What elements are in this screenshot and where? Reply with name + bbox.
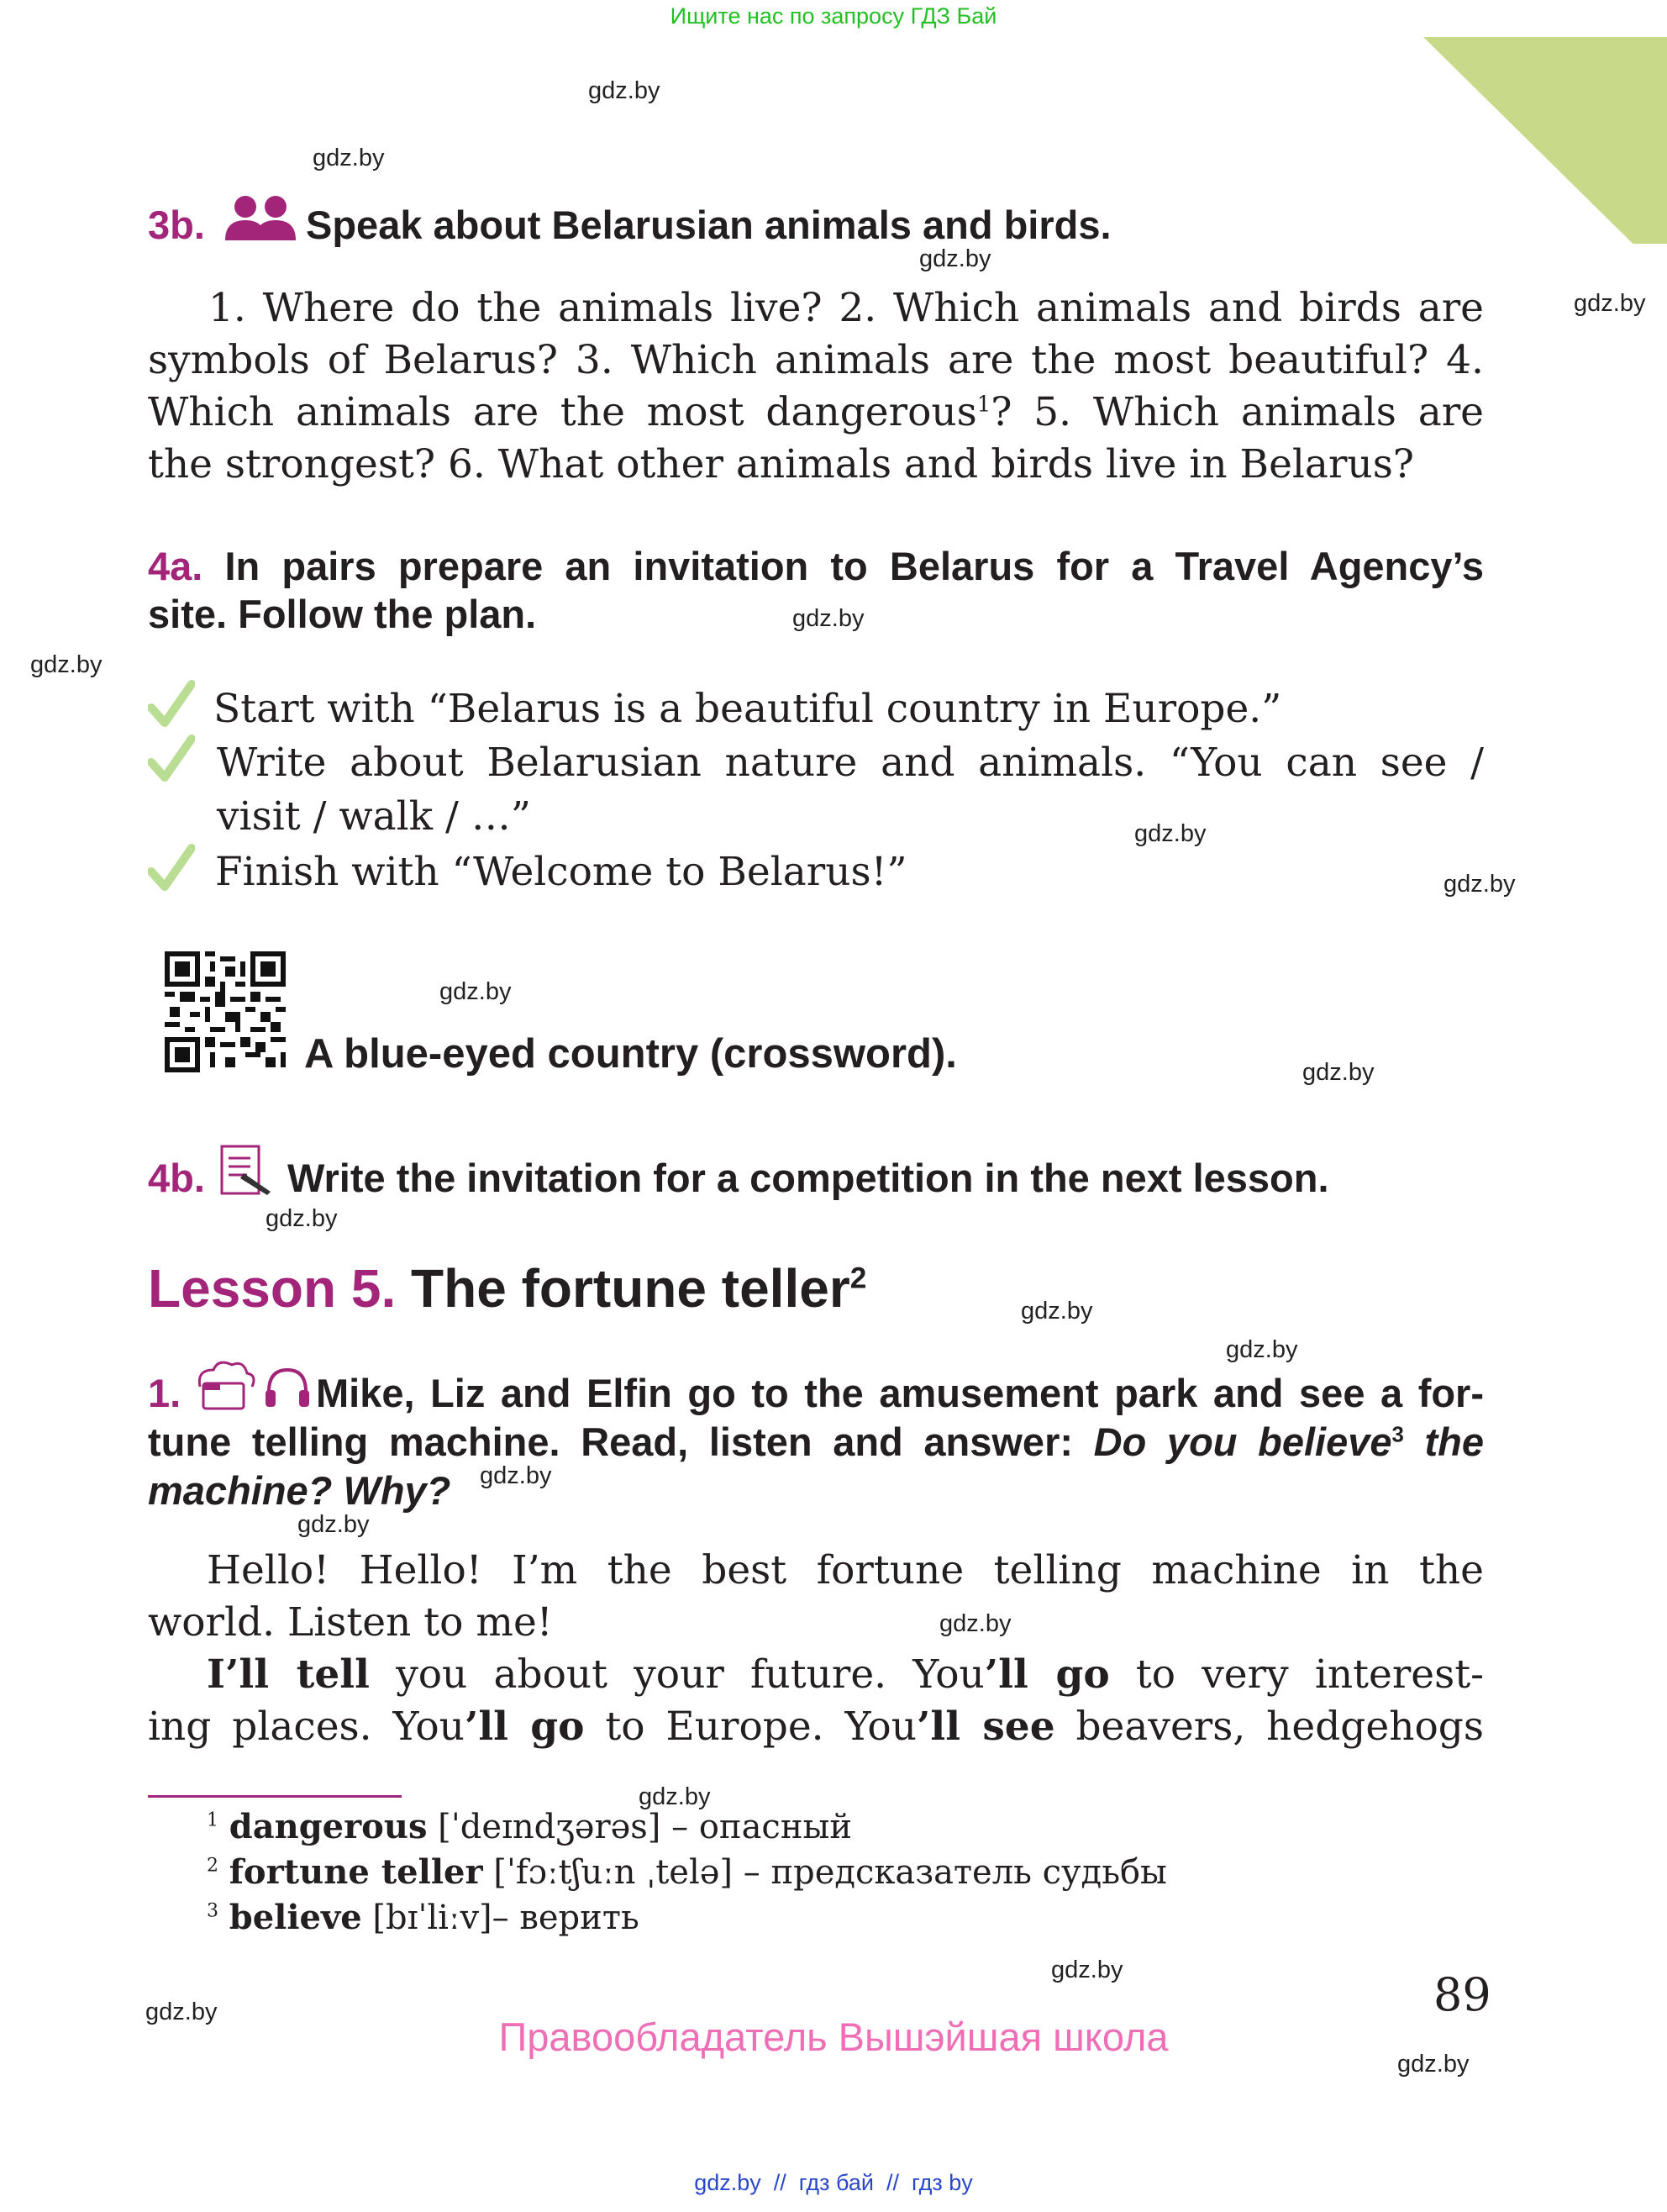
task-number: 4a.	[148, 544, 203, 588]
task-1-title-line	[148, 1419, 1484, 1465]
text-fragment: to Europe. You	[584, 1704, 917, 1750]
writing-icon	[218, 1143, 277, 1198]
qr-caption: A blue-eyed country (crossword).	[304, 1031, 957, 1077]
footnote-translation: [bɪˈliːv]– верить	[361, 1899, 639, 1937]
footnote-marker: 1	[976, 392, 991, 418]
checkmark-icon	[148, 679, 195, 729]
checkmark-icon	[148, 734, 195, 784]
watermark: gdz.by	[313, 145, 385, 171]
watermark: gdz.by	[1444, 871, 1516, 898]
bold-text: ’ll see	[916, 1704, 1055, 1750]
watermark: gdz.by	[30, 651, 103, 678]
top-search-link[interactable]: Ищите нас по запросу ГДЗ Бай	[670, 3, 997, 29]
bottom-links[interactable]: gdz.by // гдз бай // гдз by	[694, 2170, 973, 2195]
watermark: gdz.by	[266, 1205, 338, 1232]
watermark: gdz.by	[439, 978, 512, 1005]
title-italic: Do you believe	[1093, 1419, 1392, 1464]
pair-work-icon	[222, 193, 299, 244]
watermark: gdz.by	[1574, 290, 1646, 317]
footnote-word: fortune teller	[229, 1852, 483, 1892]
lesson-heading	[148, 1257, 866, 1319]
page-number: 89	[1433, 1968, 1491, 2021]
text-fragment: to very interest-	[1109, 1651, 1484, 1698]
reading-text	[148, 1545, 1484, 1753]
qr-code[interactable]	[165, 951, 286, 1072]
watermark: gdz.by	[1302, 1059, 1375, 1086]
title-text: tune telling machine. Read, listen and answer:	[148, 1419, 1094, 1464]
watermark: gdz.by	[639, 1783, 711, 1810]
task-3b-title: Speak about Belarusian animals and birds.	[306, 203, 1112, 247]
copyright-notice: Правообладатель Вышэйшая школа	[498, 2014, 1169, 2059]
text-fragment: ? 5. Which animals are	[991, 389, 1484, 435]
footnote-marker: 3	[1391, 1423, 1404, 1447]
footnote-number: 2	[207, 1855, 218, 1877]
footnote-word: dangerous	[229, 1807, 428, 1846]
text-fragment: Which animals are the most dangerous	[148, 389, 977, 435]
text-line: symbols of Belarus? 3. Which animals are the most beautiful? 4.	[148, 337, 1484, 383]
footnote	[207, 1807, 852, 1846]
text-fragment: beavers, hedgehogs	[1054, 1704, 1484, 1750]
bold-text: I’ll tell	[207, 1651, 370, 1698]
text-line: 1. Where do the animals live? 2. Which animals and birds are	[208, 285, 1484, 331]
task-1-title-line: Mike, Liz and Elfin go to the amusement park and see a for-	[316, 1371, 1484, 1415]
footnote-marker: 2	[849, 1261, 867, 1295]
task-3b-header	[148, 202, 205, 248]
lesson-title: The fortune teller	[411, 1258, 850, 1319]
text-fragment: ing places. You	[148, 1704, 465, 1750]
text-fragment: you about your future. You	[370, 1651, 985, 1698]
footnote	[207, 1852, 1167, 1892]
footnote-number: 1	[207, 1809, 218, 1831]
task-number: 1.	[148, 1371, 181, 1415]
watermark: gdz.by	[939, 1610, 1012, 1637]
watermark: gdz.by	[588, 77, 660, 104]
task-1-title-line: machine? Why?	[148, 1468, 451, 1513]
task-3b-questions	[148, 282, 1484, 491]
watermark: gdz.by	[297, 1511, 370, 1538]
title-text: In pairs prepare an invitation to Belarus for a Travel Agency’s	[224, 544, 1484, 588]
checkmark-icon	[148, 843, 195, 893]
text-line: the strongest? 6. What other animals and birds live in Belarus?	[148, 441, 1415, 487]
footnote-translation: [ˈfɔːtʃuːn ˌtelə] – предсказатель судьбы	[482, 1853, 1167, 1892]
lesson-label: Lesson 5.	[148, 1258, 397, 1319]
watermark: gdz.by	[792, 605, 865, 632]
footnote-number: 3	[207, 1900, 218, 1922]
text-line	[148, 1701, 1484, 1753]
task-4b-title: Write the invitation for a competition in the next lesson.	[287, 1156, 1329, 1200]
watermark: gdz.by	[480, 1462, 552, 1489]
plan-item: Start with “Belarus is a beautiful country in Europe.”	[213, 686, 1282, 732]
bold-text: ’ll go	[984, 1651, 1110, 1698]
task-number: 4b.	[148, 1156, 205, 1200]
read-listen-icon	[192, 1358, 309, 1414]
task-4a-title-line	[148, 543, 1484, 589]
watermark: gdz.by	[1134, 820, 1207, 847]
task-4a-title-line: site. Follow the plan.	[148, 592, 537, 636]
watermark: gdz.by	[1226, 1336, 1298, 1363]
watermark: gdz.by	[919, 245, 991, 272]
watermark: gdz.by	[1397, 2051, 1470, 2078]
bold-text: ’ll go	[464, 1704, 585, 1750]
text-line	[148, 1649, 1484, 1701]
plan-item: Write about Belarusian nature and animals. “You can see /	[217, 740, 1484, 786]
task-4a-header	[148, 543, 1484, 637]
text-line	[148, 387, 1484, 439]
text-line: world. Listen to me!	[148, 1599, 553, 1646]
footnote-translation: [ˈdeɪndʒərəs] – опасный	[427, 1808, 852, 1846]
footnote	[207, 1898, 639, 1937]
plan-item: Finish with “Welcome to Belarus!”	[215, 849, 907, 895]
watermark: gdz.by	[1021, 1298, 1093, 1325]
title-italic: the	[1403, 1419, 1485, 1464]
footnote-word: believe	[229, 1898, 362, 1937]
watermark: gdz.by	[145, 1999, 218, 2025]
footnote-divider	[148, 1795, 402, 1798]
corner-triangle	[1423, 0, 1667, 244]
watermark: gdz.by	[1051, 1957, 1123, 1983]
task-number: 3b.	[148, 203, 205, 247]
text-line: Hello! Hello! I’m the best fortune telling machine in the	[207, 1547, 1484, 1593]
plan-item-continued: visit / walk / …”	[217, 793, 531, 840]
